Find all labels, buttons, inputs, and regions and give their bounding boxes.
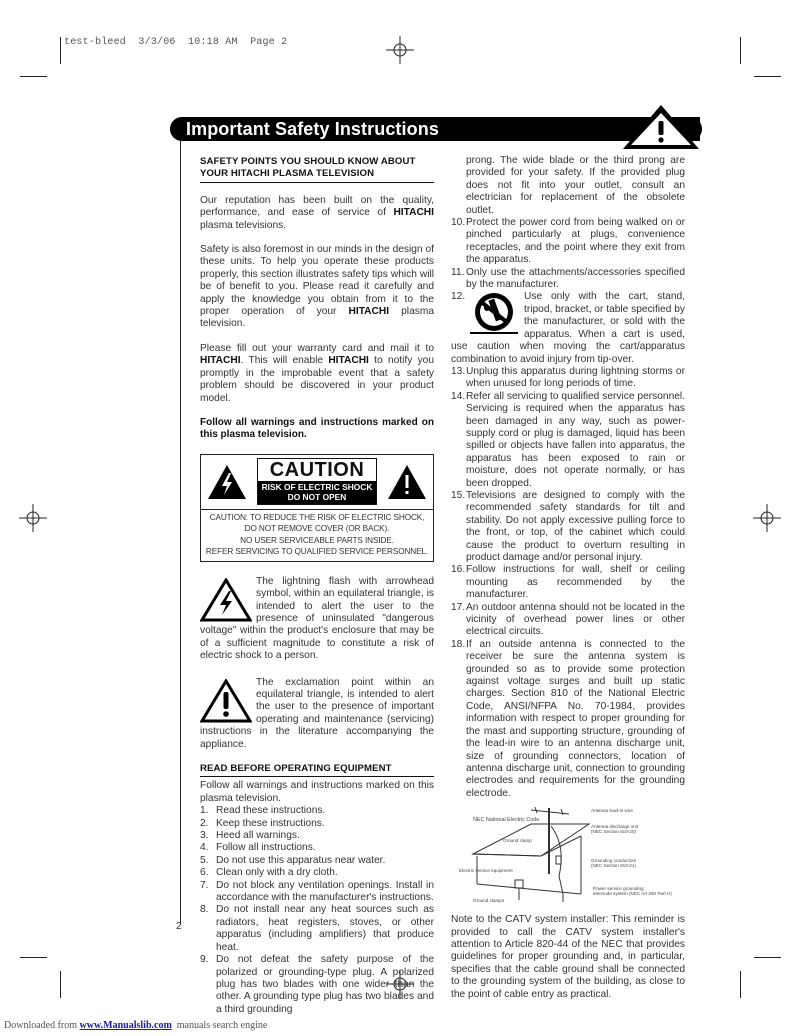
warning-triangle-icon: [619, 103, 703, 151]
list-item: 5. Do not use this apparatus near water.: [200, 854, 386, 866]
print-slug: [64, 37, 287, 48]
caution-word: CAUTION: [269, 459, 365, 482]
crop-mark: [754, 957, 781, 958]
paragraph-safety: Safety is also foremost in our minds in the design of these units. To help you operate these products properly, this section illustrates safety tips which will be of benefit to you. Please read it carefully and apply the knowledge you obtain from it to the proper operation of your HITACHI plasma television.: [200, 244, 434, 330]
left-column: [200, 156, 434, 1016]
list-item: 8. Do not install near any heat sources such as radiators, heat registers, stoves, or other apparatus (including amplifiers) that produce heat.: [200, 904, 434, 953]
list-item: 2. Keep these instructions.: [200, 817, 325, 829]
crop-mark: [740, 971, 741, 998]
registration-mark-icon: [753, 504, 781, 532]
list-item: 3. Heed all warnings.: [200, 830, 300, 842]
list-item: 14. Refer all servicing to qualified service personnel. Servicing is required when the apparatus has been damaged in any way, such as power-supply cord or plug is damaged, liquid has been spilled or objects have fallen into apparatus, the apparatus has been exposed to rain or moisture, does not operate normally, or has been dropped.: [451, 390, 685, 489]
registration-mark-icon: [386, 36, 414, 64]
slug-page: Page 2: [250, 37, 288, 48]
caution-text: CAUTION: TO REDUCE THE RISK OF ELECTRIC SHOCK, DO NOT REMOVE COVER (OR BACK). NO USER SERVICEABLE PARTS INSIDE. REFER SERVICING TO QUALIFIED SERVICE PERSONNEL.: [205, 512, 429, 557]
crop-mark: [60, 37, 61, 64]
slug-date: 3/3/06: [138, 37, 176, 48]
slug-time: 10:18 AM: [188, 37, 238, 48]
lightning-explanation: The lightning flash with arrowhead symbol, within an equilateral triangle, is intended to alert the user to the presence of uninsulated "dangerous voltage" within the product's enclosure that may be of a sufficient magnitude to constitute a risk of electric shock to a person.: [200, 575, 434, 662]
list-item: 18. If an outside antenna is connected to the receiver be sure the antenna system is grounded so as to provide some protection against voltage surges and built up static charges. Section 810 of the National Electric Code, ANSI/NFPA No. 70-1984, provides information with respect to proper grounding for the mast and supporting structure, grounding of the lead-in wire to an antenna discharge unit, size of grounding connectors, location of antenna discharge unit, connection to grounding electrodes and requirements for the grounding electrode.: [451, 638, 685, 799]
electric-shock-warning-icon: [207, 464, 247, 500]
section-heading-read-before: READ BEFORE OPERATING EQUIPMENT: [200, 763, 434, 777]
catv-note: Note to the CATV system installer: This reminder is provided to call the CATV system installer's attention to Article 820-44 of the NEC that provides guidelines for proper grounding and, in particular, specifies that the cable ground shall be connected to the grounding system of the building, as close to the point of cable entry as practical.: [451, 914, 685, 1000]
list-item: 10. Protect the power cord from being walked on or pinched particularly at plugs, convenience receptacles, and the point where they exit from the apparatus.: [451, 217, 685, 266]
list-item-cart: 12. Use only with the cart, stand, tripod, bracket, or table specified by the manufacturer, or sold with the apparatus. When a cart is used, use caution when moving the cart/apparatus combination to avoid injury from tip-over.: [451, 291, 685, 365]
crop-mark: [20, 957, 47, 958]
list-item: 13. Unplug this apparatus during lightning storms or when unused for long periods of time.: [451, 365, 685, 390]
instruction-list-left: [200, 805, 434, 1016]
list-item: 15. Televisions are designed to comply with the recommended safety standards for tilt and stability. Do not apply excessive pulling force to the front, or top, of the cabinet which could cause the product to overturn resulting in product damage and/or personal injury.: [451, 489, 685, 563]
paragraph-warranty: Please fill out your warranty card and mail it to HITACHI. This will enable HITACHI to notify you promptly in the improbable event that a safety problem should be discovered in your product model.: [200, 342, 435, 404]
column-rule: [180, 140, 181, 925]
section-heading-safety-points: SAFETY POINTS YOU SHOULD KNOW ABOUT YOUR HITACHI PLASMA TELEVISION: [200, 156, 434, 183]
download-footer: Downloaded from www.Manualslib.com manuals search engine: [4, 1020, 268, 1031]
paragraph-reputation: Our reputation has been built on the quality, performance, and ease of service of HITACHI plasma televisions.: [200, 194, 434, 231]
list-item: 9. Do not defeat the safety purpose of the polarized or grounding-type plug. A polarized plug has two blades with one wider than the other. A grounding type plug has two blades and a third grounding: [200, 954, 434, 1015]
list-item: 7. Do not block any ventilation openings. Install in accordance with the manufacturer's instructions.: [200, 879, 434, 904]
item-9-continuation: prong. The wide blade or the third prong are provided for your safety. If the provided plug does not fit into your outlet, consult an electrician for replacement of the obsolete outlet.: [466, 155, 685, 216]
list-item: 4. Follow all instructions.: [200, 842, 316, 854]
exclamation-explanation: The exclamation point within an equilateral triangle, is intended to alert the user to the presence of important operating and maintenance (servicing) instructions in the literature accompanying the appliance.: [200, 676, 434, 750]
list-item: 6. Clean only with a dry cloth.: [200, 867, 338, 879]
list-item: 1. Read these instructions.: [200, 805, 326, 817]
manualslib-link[interactable]: www.Manualslib.com: [79, 1020, 172, 1031]
page-number: 2: [176, 921, 182, 932]
crop-mark: [60, 971, 61, 998]
list-item: 17. An outdoor antenna should not be located in the vicinity of overhead power lines or other electrical circuits.: [451, 601, 685, 638]
slug-file: test-bleed: [64, 37, 127, 48]
registration-mark-icon: [19, 504, 47, 532]
cart-tipover-icon: [470, 291, 518, 335]
caution-subtitle: RISK OF ELECTRIC SHOCK DO NOT OPEN: [258, 481, 376, 504]
antenna-grounding-diagram: NEC National Electric Code Antenna lead-in wire Antenna discharge unit (NEC Section 810-20) Ground clamp Grounding conductors (NEC Section 810-21) Electric service equipment Power service grounding electrode system (NEC Art 250 Part H) Ground clamps: [471, 806, 685, 906]
crop-mark: [20, 76, 47, 77]
crop-mark: [740, 37, 741, 64]
crop-mark: [754, 76, 781, 77]
list-item: 11. Only use the attachments/accessories specified by the manufacturer.: [451, 266, 685, 291]
exclamation-warning-icon: [387, 464, 427, 500]
bold-note: Follow all warnings and instructions marked on this plasma television.: [200, 416, 434, 441]
right-column: [451, 155, 685, 1001]
instruction-list-right: [451, 217, 685, 800]
lightning-triangle-icon: [200, 578, 252, 622]
list-item: 16. Follow instructions for wall, shelf or ceiling mounting as recommended by the manufacturer.: [451, 564, 685, 601]
exclamation-triangle-icon: [200, 679, 252, 723]
section2-intro: Follow all warnings and instructions marked on this plasma television.: [200, 780, 434, 804]
caution-label: [200, 454, 434, 562]
caution-center-panel: [257, 458, 377, 505]
page-title: Important Safety Instructions: [186, 119, 439, 139]
